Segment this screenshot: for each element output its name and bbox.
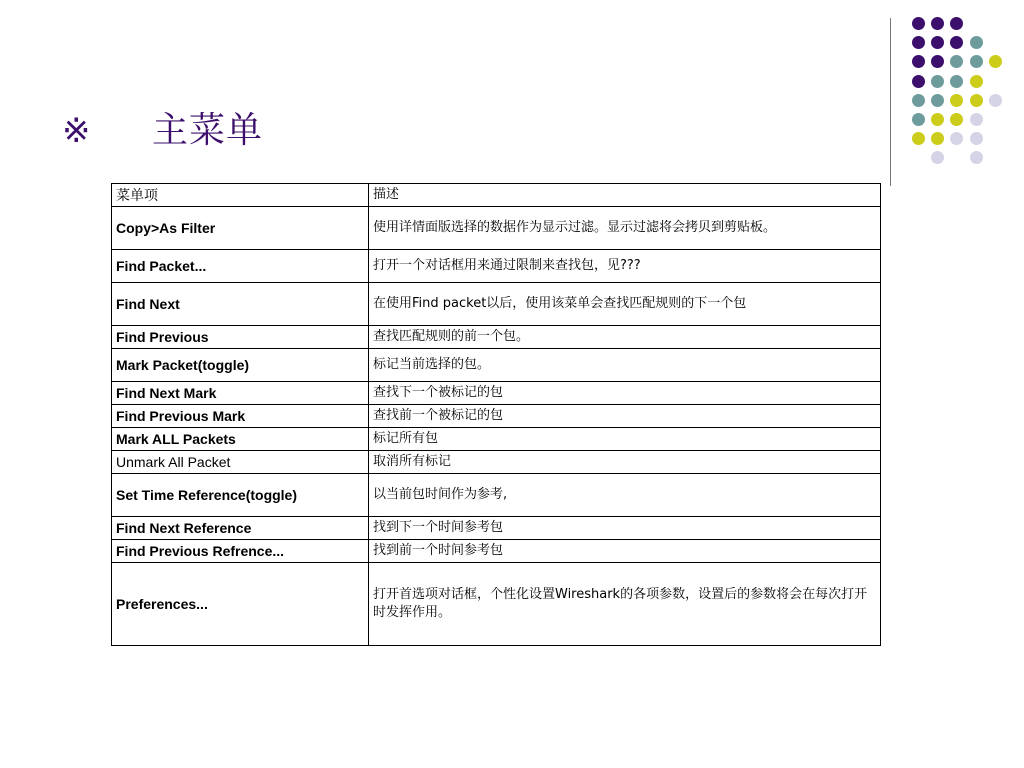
decorative-dot <box>931 75 944 88</box>
decorative-dot <box>950 36 963 49</box>
menu-item-name: Find Next Reference <box>112 517 369 540</box>
decorative-dot <box>970 132 983 145</box>
table-header-row <box>112 184 881 207</box>
decorative-dot <box>931 94 944 107</box>
menu-item-name: Find Next Mark <box>112 382 369 405</box>
table-row <box>112 563 881 646</box>
decorative-dot <box>950 17 963 30</box>
menu-item-desc: 打开首选项对话框，个性化设置Wireshark的各项参数，设置后的参数将会在每次打开时发挥作用。 <box>369 563 881 646</box>
header-cell-item: 菜单项 <box>112 184 369 207</box>
menu-item-desc: 标记所有包 <box>369 428 881 451</box>
menu-item-name: Set Time Reference(toggle) <box>112 474 369 517</box>
decorative-dot <box>912 132 925 145</box>
slide-title-text: 主菜单 <box>152 110 264 151</box>
menu-item-desc: 取消所有标记 <box>369 451 881 474</box>
decorative-dot <box>970 151 983 164</box>
menu-item-desc: 标记当前选择的包。 <box>369 349 881 382</box>
table-row <box>112 451 881 474</box>
menu-item-name: Preferences... <box>112 563 369 646</box>
decorative-dot <box>912 55 925 68</box>
menu-item-desc: 查找下一个被标记的包 <box>369 382 881 405</box>
table-row <box>112 382 881 405</box>
menu-item-desc: 查找前一个被标记的包 <box>369 405 881 428</box>
decorative-dot <box>931 113 944 126</box>
decorative-dot <box>912 36 925 49</box>
decorative-dot <box>912 75 925 88</box>
decorative-dot <box>931 36 944 49</box>
menu-item-name: Mark Packet(toggle) <box>112 349 369 382</box>
decorative-dot <box>970 55 983 68</box>
menu-item-name: Find Previous Mark <box>112 405 369 428</box>
menu-item-desc: 以当前包时间作为参考, <box>369 474 881 517</box>
decorative-dot <box>931 132 944 145</box>
menu-item-desc: 查找匹配规则的前一个包。 <box>369 326 881 349</box>
decorative-dot <box>931 151 944 164</box>
decorative-dot <box>950 94 963 107</box>
menu-item-name: Find Previous <box>112 326 369 349</box>
decorative-dot <box>950 55 963 68</box>
decorative-dot <box>989 55 1002 68</box>
menu-item-desc: 使用详情面版选择的数据作为显示过滤。显示过滤将会拷贝到剪贴板。 <box>369 207 881 250</box>
reference-mark-icon: ※ <box>62 111 91 151</box>
decorative-dot <box>970 75 983 88</box>
decorative-dot <box>970 36 983 49</box>
table-row <box>112 207 881 250</box>
decorative-dot <box>931 55 944 68</box>
table-row <box>112 540 881 563</box>
menu-item-desc: 找到下一个时间参考包 <box>369 517 881 540</box>
table-row <box>112 283 881 326</box>
decorative-dot <box>931 17 944 30</box>
decorative-dot <box>950 113 963 126</box>
menu-item-desc: 打开一个对话框用来通过限制来查找包，见??? <box>369 250 881 283</box>
menu-item-name: Copy>As Filter <box>112 207 369 250</box>
table-row <box>112 250 881 283</box>
decorative-dot <box>912 94 925 107</box>
menu-item-name: Mark ALL Packets <box>112 428 369 451</box>
menu-item-desc: 找到前一个时间参考包 <box>369 540 881 563</box>
decorative-dot <box>912 17 925 30</box>
table-row <box>112 517 881 540</box>
menu-item-desc: 在使用Find packet以后，使用该菜单会查找匹配规则的下一个包 <box>369 283 881 326</box>
decorative-dot <box>950 75 963 88</box>
decorative-dot <box>989 94 1002 107</box>
table-row <box>112 474 881 517</box>
slide-title <box>62 106 263 156</box>
decorative-dot <box>950 132 963 145</box>
decorative-dot <box>912 113 925 126</box>
decorative-dot <box>970 94 983 107</box>
decorative-dot <box>970 113 983 126</box>
menu-item-name: Find Next <box>112 283 369 326</box>
menu-item-name: Find Previous Refrence... <box>112 540 369 563</box>
menu-item-name: Find Packet... <box>112 250 369 283</box>
decorative-divider <box>890 18 891 186</box>
table-row <box>112 349 881 382</box>
table-row <box>112 405 881 428</box>
table-row <box>112 428 881 451</box>
table-row <box>112 326 881 349</box>
header-cell-desc: 描述 <box>369 184 881 207</box>
menu-table <box>111 183 881 646</box>
menu-item-name: Unmark All Packet <box>112 451 369 474</box>
